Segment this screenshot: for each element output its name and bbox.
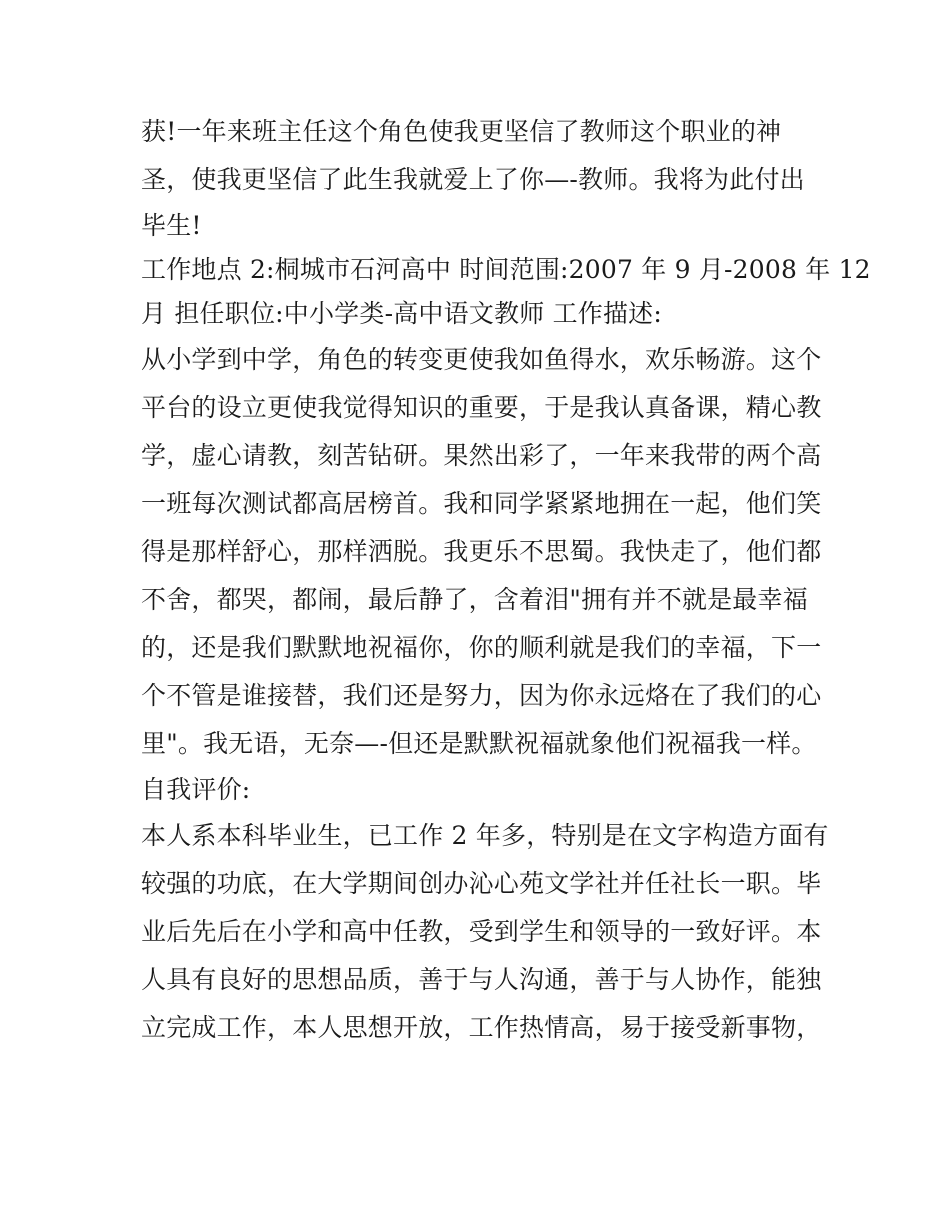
section-heading: 自我评价: (141, 775, 251, 804)
text-line: 平台的设立更使我觉得知识的重要，于是我认真备课，精心教 (141, 393, 822, 422)
text-line: 较强的功底，在大学期间创办沁心苑文学社并任社长一职。毕 (141, 869, 822, 898)
text-line: 月 担任职位:中小学类-高中语文教师 工作描述: (141, 299, 662, 328)
text-line: 从小学到中学，角色的转变更使我如鱼得水，欢乐畅游。这个 (141, 345, 822, 374)
text-line: 毕生! (141, 211, 202, 240)
text-line: 一班每次测试都高居榜首。我和同学紧紧地拥在一起，他们笑 (141, 489, 822, 518)
text-line: 个不管是谁接替，我们还是努力，因为你永远烙在了我们的心 (141, 681, 822, 710)
text-line: 本人系本科毕业生，已工作 2 年多，特别是在文字构造方面有 (141, 821, 829, 850)
document-body (141, 108, 871, 1052)
text-line: 立完成工作，本人思想开放，工作热情高，易于接受新事物， (141, 1013, 822, 1042)
text-line: 业后先后在小学和高中任教，受到学生和领导的一致好评。本 (141, 917, 822, 946)
text-line: 得是那样舒心，那样洒脱。我更乐不思蜀。我快走了，他们都 (141, 537, 822, 566)
text-line: 获!一年来班主任这个角色使我更坚信了教师这个职业的神 (141, 117, 782, 146)
text-line: 里"。我无语，无奈—-但还是默默祝福就象他们祝福我一样。 (141, 729, 817, 758)
text-line: 圣，使我更坚信了此生我就爱上了你—-教师。我将为此付出 (141, 165, 805, 194)
text-line: 人具有良好的思想品质，善于与人沟通，善于与人协作，能独 (141, 965, 822, 994)
text-line: 学，虚心请教，刻苦钻研。果然出彩了，一年来我带的两个高 (141, 441, 822, 470)
text-line: 不舍，都哭，都闹，最后静了，含着泪"拥有并不就是最幸福 (141, 585, 808, 614)
text-line: 的，还是我们默默地祝福你，你的顺利就是我们的幸福，下一 (141, 633, 822, 662)
text-line: 工作地点 2:桐城市石河高中 时间范围:2007 年 9 月-2008 年 12 (141, 255, 871, 284)
